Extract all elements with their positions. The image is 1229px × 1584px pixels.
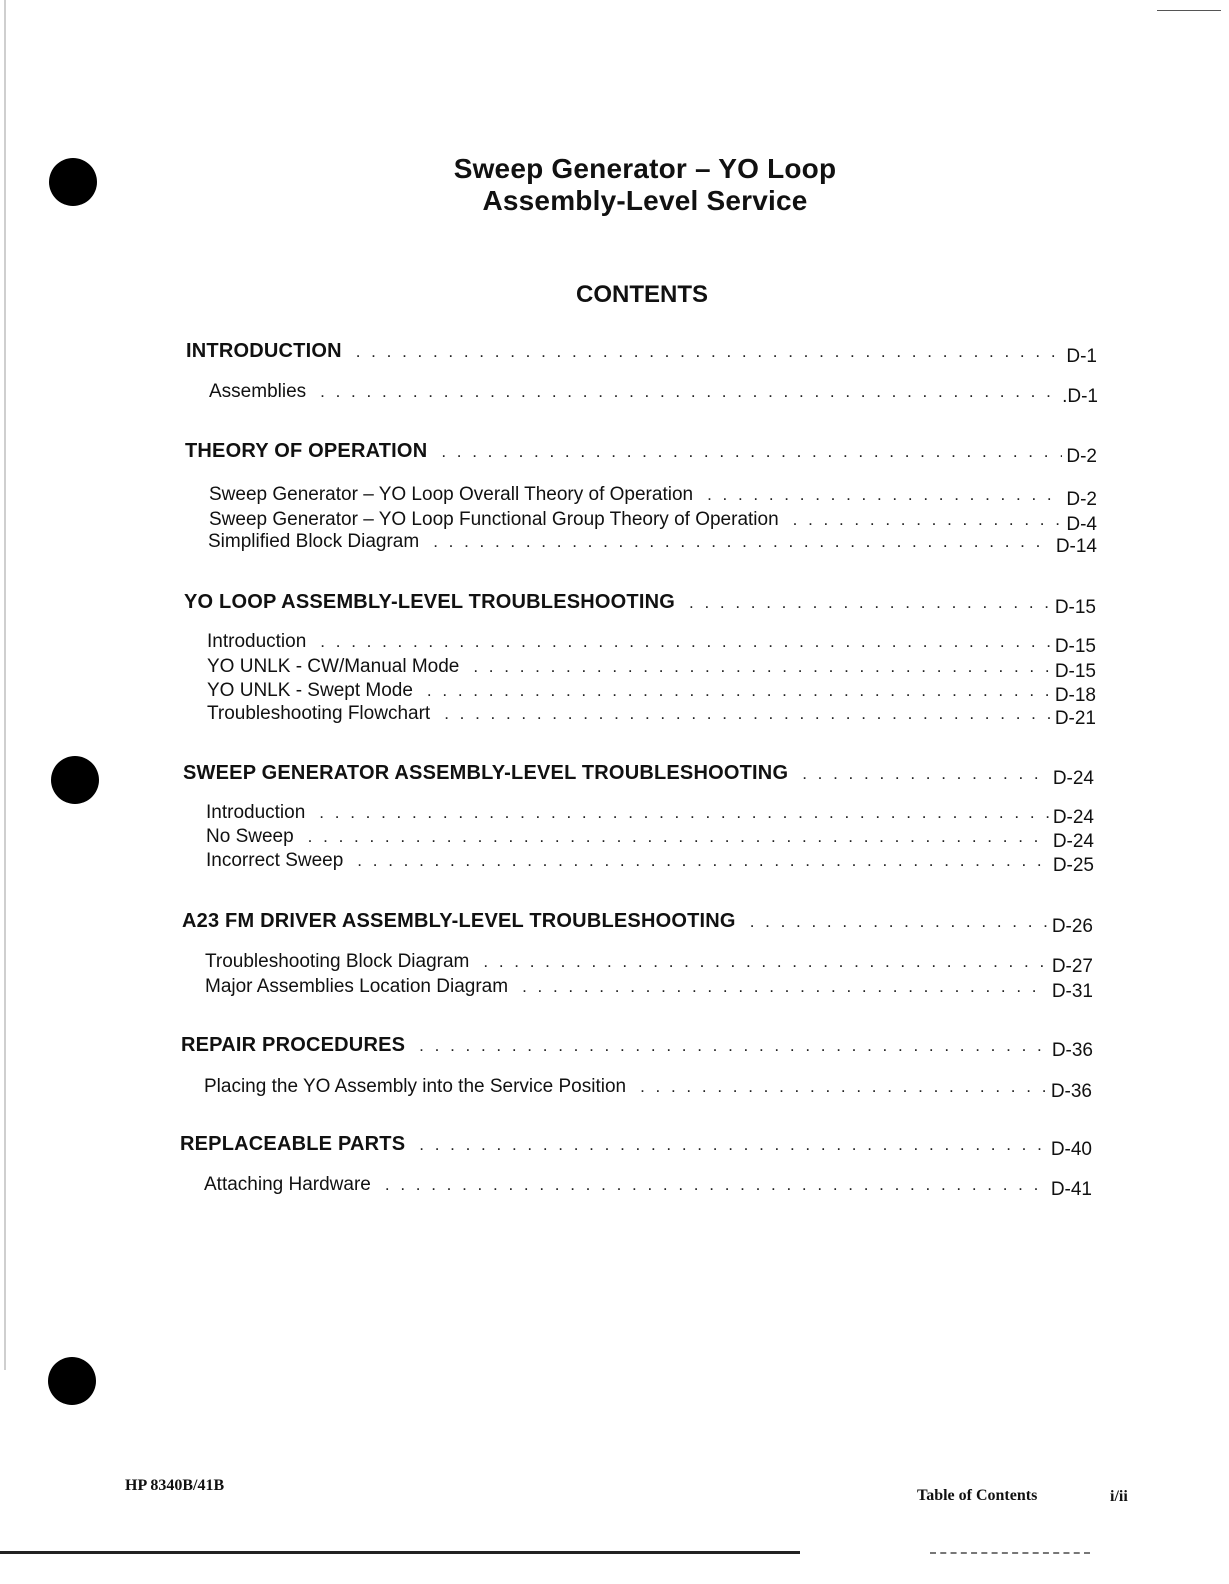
dot-leader — [433, 532, 1052, 552]
toc-section-title: A23 FM DRIVER ASSEMBLY-LEVEL TROUBLESHOOTING — [182, 910, 736, 932]
dot-leader — [320, 382, 1058, 402]
toc-page-number: D-21 — [1054, 708, 1096, 729]
toc-page-number: D-40 — [1050, 1139, 1092, 1160]
toc-section-title: REPLACEABLE PARTS — [180, 1133, 406, 1155]
toc-entry-title: Attaching Hardware — [204, 1174, 371, 1195]
dot-leader — [802, 764, 1049, 784]
toc-page-number: D-41 — [1050, 1179, 1092, 1200]
toc-section-a23-fm-driver-troubleshooting[interactable] — [182, 910, 1093, 937]
toc-page-number: D-24 — [1052, 768, 1094, 789]
toc-entry-overall-theory[interactable] — [209, 484, 1097, 510]
dot-leader — [441, 442, 1062, 462]
toc-page-number: D-4 — [1066, 514, 1097, 535]
bottom-scan-marks — [930, 1552, 1090, 1556]
toc-page-number: D-24 — [1052, 807, 1094, 828]
toc-section-title: REPAIR PROCEDURES — [181, 1034, 406, 1056]
dot-leader — [640, 1077, 1047, 1097]
dot-leader — [750, 912, 1048, 932]
toc-page-number: D-24 — [1052, 831, 1094, 852]
toc-entry-title: Introduction — [206, 802, 306, 823]
toc-entry-placing-yo-assembly[interactable] — [204, 1076, 1092, 1102]
toc-page-number: D-15 — [1054, 661, 1096, 682]
toc-entry-major-assemblies-location[interactable] — [205, 976, 1093, 1002]
toc-page-number: D-14 — [1055, 536, 1097, 557]
toc-entry-assemblies[interactable] — [209, 381, 1098, 407]
toc-entry-title: Assemblies — [209, 381, 307, 402]
document-title-line2: Assembly-Level Service — [482, 185, 808, 216]
dot-leader — [483, 952, 1047, 972]
toc-entry-troubleshooting-flowchart[interactable] — [207, 703, 1096, 729]
toc-entry-title: Major Assemblies Location Diagram — [205, 976, 509, 997]
toc-entry-attaching-hardware[interactable] — [204, 1174, 1092, 1200]
toc-entry-title: Simplified Block Diagram — [208, 531, 420, 552]
toc-entry-no-sweep[interactable] — [206, 826, 1094, 852]
toc-entry-sweep-introduction[interactable] — [206, 802, 1094, 828]
toc-entry-troubleshooting-block-diagram[interactable] — [205, 951, 1093, 977]
toc-entry-title: Incorrect Sweep — [206, 850, 344, 871]
bottom-rule — [0, 1551, 800, 1554]
toc-entry-functional-group-theory[interactable] — [209, 509, 1097, 535]
toc-entry-title: YO UNLK - Swept Mode — [207, 680, 413, 701]
dot-leader — [357, 851, 1049, 871]
dot-leader — [689, 593, 1051, 613]
toc-entry-yo-unlk-swept[interactable] — [207, 680, 1096, 706]
toc-page-number: D-2 — [1066, 489, 1097, 510]
dot-leader — [427, 681, 1051, 701]
toc-entry-title: Introduction — [207, 631, 307, 652]
toc-page-number: D-26 — [1051, 916, 1093, 937]
toc-page-number: D-36 — [1050, 1081, 1092, 1102]
toc-entry-title: Sweep Generator – YO Loop Functional Group Theory of Operation — [209, 509, 779, 530]
toc-page-number: D-25 — [1052, 855, 1094, 876]
dot-leader — [473, 657, 1050, 677]
top-right-rule — [1157, 10, 1221, 11]
toc-page-number: D-31 — [1051, 981, 1093, 1002]
toc-page-number: D-1 — [1066, 346, 1097, 367]
toc-entry-title: Placing the YO Assembly into the Service Position — [204, 1076, 627, 1097]
toc-entry-title: Troubleshooting Block Diagram — [205, 951, 470, 972]
toc-entry-title: Troubleshooting Flowchart — [207, 703, 431, 724]
footer-model: HP 8340B/41B — [125, 1477, 225, 1494]
toc-entry-title: YO UNLK - CW/Manual Mode — [207, 656, 460, 677]
toc-section-replaceable-parts[interactable] — [180, 1133, 1092, 1160]
binder-hole-middle — [51, 756, 99, 804]
footer-section-name: Table of Contents — [917, 1487, 1038, 1504]
toc-page-number: D-18 — [1054, 685, 1096, 706]
dot-leader — [308, 827, 1049, 847]
contents-heading: CONTENTS — [576, 281, 708, 308]
dot-leader — [707, 485, 1062, 505]
toc-section-introduction[interactable] — [186, 340, 1097, 367]
toc-section-yo-loop-troubleshooting[interactable] — [184, 591, 1096, 618]
toc-section-title: YO LOOP ASSEMBLY-LEVEL TROUBLESHOOTING — [184, 591, 675, 613]
dot-leader — [385, 1175, 1047, 1195]
toc-entry-yo-unlk-cw-manual[interactable] — [207, 656, 1096, 682]
dot-leader — [320, 632, 1051, 652]
toc-entry-title: No Sweep — [206, 826, 294, 847]
footer-page-number: i/ii — [1110, 1488, 1128, 1505]
document-title-line1: Sweep Generator – YO Loop — [453, 153, 837, 184]
toc-page-number: D-27 — [1051, 956, 1093, 977]
toc-entry-simplified-block-diagram[interactable] — [208, 531, 1097, 557]
toc-section-title: INTRODUCTION — [186, 340, 342, 362]
binder-hole-bottom — [48, 1357, 96, 1405]
toc-section-theory-of-operation[interactable] — [185, 440, 1097, 467]
toc-section-sweep-generator-troubleshooting[interactable] — [183, 762, 1094, 789]
toc-section-repair-procedures[interactable] — [181, 1034, 1093, 1061]
toc-entry-yo-introduction[interactable] — [207, 631, 1096, 657]
dot-leader — [793, 510, 1063, 530]
toc-page-number: D-15 — [1054, 636, 1096, 657]
toc-page-number: D-36 — [1051, 1040, 1093, 1061]
dot-leader — [444, 704, 1051, 724]
toc-entry-incorrect-sweep[interactable] — [206, 850, 1094, 876]
toc-page-number: D-15 — [1054, 597, 1096, 618]
dot-leader — [522, 977, 1048, 997]
dot-leader — [419, 1135, 1047, 1155]
toc-page-number: .D-1 — [1062, 386, 1098, 407]
toc-page-number: D-2 — [1066, 446, 1097, 467]
toc-section-title: THEORY OF OPERATION — [185, 440, 428, 462]
dot-leader — [356, 342, 1063, 362]
dot-leader — [419, 1036, 1048, 1056]
dot-leader — [319, 803, 1049, 823]
toc-section-title: SWEEP GENERATOR ASSEMBLY-LEVEL TROUBLESHOOTING — [183, 762, 789, 784]
toc-entry-title: Sweep Generator – YO Loop Overall Theory of Operation — [209, 484, 694, 505]
